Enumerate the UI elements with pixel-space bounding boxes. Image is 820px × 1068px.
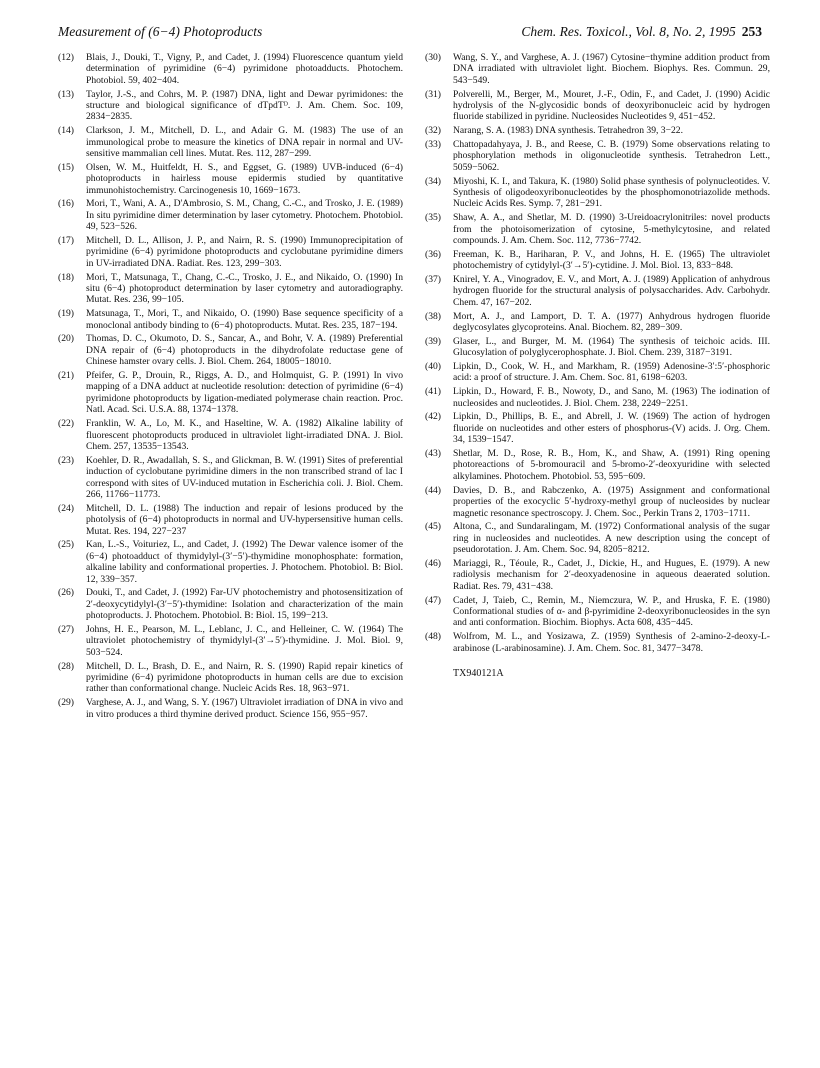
reference-text: Olsen, W. M., Huitfeldt, H. S., and Eggset, G. (1989) UVB-induced (6−4) photoproducts in hairless mouse epidermis studied by quantitative immunohistochemistry. Carcinogenesis 10, 1669−1673.: [86, 161, 403, 196]
reference-entry: [58, 125, 403, 159]
reference-entry: [58, 418, 403, 452]
reference-number: (24): [58, 502, 74, 514]
reference-number: (19): [58, 308, 74, 320]
reference-text: Lipkin, D., Cook, W. H., and Markham, R. (1959) Adenosine-3′:5′-phosphoric acid: a proof of structure. J. Am. Chem. Soc. 81, 6198−6203.: [453, 361, 770, 384]
reference-text: Wang, S. Y., and Varghese, A. J. (1967) Cytosine−thymine addition product from DNA irradiated with ultraviolet light. Biochem. Biophys. Res. Commun. 29, 543−549.: [453, 52, 770, 86]
reference-text: Lipkin, D., Phillips, B. E., and Abrell, J. W. (1969) The action of hydrogen fluoride on nucleotides and other esters of phosphorus-(V) acids. J. Org. Chem. 34, 1539−1547.: [453, 411, 770, 446]
reference-text: Mitchell, D. L. (1988) The induction and repair of lesions produced by the photolysis of (6−4) photoproducts in normal and UV-hypersensitive human cells. Mutat. Res. 194, 227−237: [86, 502, 403, 537]
reference-entry: [425, 212, 770, 246]
reference-text: Taylor, J.-S., and Cohrs, M. P. (1987) DNA, light and Dewar pyrimidones: the structure and biological significance of dTpdTᴰ. J. Am. Chem. Soc. 109, 2834−2835.: [86, 88, 403, 123]
reference-text: Mitchell, D. L., Allison, J. P., and Nairn, R. S. (1990) Immunoprecipitation of pyrimidine (6−4) pyrimidone photoproducts and cyclobutane pyrimidine dimers in UV-irradiated DNA. Radiat. Res. 123, 299−303.: [86, 235, 403, 269]
reference-text: Pfeifer, G. P., Drouin, R., Riggs, A. D., and Holmquist, G. P. (1991) In vivo mapping of a DNA adduct at nucleotide resolution: detection of pyrimidine (6−4) pyrimidone photoproducts by ligation-mediated polymerase chain reaction. Proc. Natl. Acad. Sci. U.S.A. 88, 1374−1378.: [86, 370, 403, 416]
reference-entry: [58, 89, 403, 123]
references-column-right: [425, 52, 770, 679]
reference-number: (16): [58, 198, 74, 210]
reference-entry: [58, 661, 403, 695]
reference-number: (15): [58, 161, 74, 173]
reference-number: (33): [425, 139, 441, 151]
reference-text: Shaw, A. A., and Shetlar, M. D. (1990) 3-Ureidoacrylonitriles: novel products from the photoisomerization of cytosine, 5-methylcytosine, and related compounds. J. Am. Chem. Soc. 112, 7736−7742.: [453, 212, 770, 247]
reference-entry: [425, 558, 770, 592]
reference-number: (46): [425, 557, 441, 569]
reference-number: (42): [425, 411, 441, 423]
reference-number: (18): [58, 271, 74, 283]
reference-text: Freeman, K. B., Hariharan, P. V., and Johns, H. E. (1965) The ultraviolet photochemistry of cytidylyl-(3′→5′)-cytidine. J. Mol. Biol. 13, 833−848.: [453, 248, 770, 272]
reference-number: (17): [58, 235, 74, 247]
reference-number: (45): [425, 521, 441, 533]
running-header: [58, 24, 762, 44]
reference-number: (12): [58, 52, 74, 63]
reference-number: (20): [58, 333, 74, 345]
reference-text: Mitchell, D. L., Brash, D. E., and Nairn, R. S. (1990) Rapid repair kinetics of pyrimidine (6−4) pyrimidone photoproducts in human cells are due to excision rather than conformational change. Nucleic Acids Res. 18, 963−971.: [86, 660, 403, 695]
reference-entry: [425, 485, 770, 519]
journal-citation: Chem. Res. Toxicol., Vol. 8, No. 2, 1995: [521, 24, 736, 39]
reference-entry: [425, 631, 770, 654]
reference-number: (38): [425, 310, 441, 322]
reference-number: (13): [58, 88, 74, 100]
reference-entry: [58, 697, 403, 720]
reference-number: (23): [58, 454, 74, 466]
page-number: 253: [741, 24, 762, 39]
reference-text: Glaser, L., and Burger, M. M. (1964) The synthesis of teichoic acids. III. Glucosylation of polyglycerophosphate. J. Biol. Chem. 239, 3187−3191.: [453, 335, 770, 359]
article-title-header: Measurement of (6−4) Photoproducts: [58, 24, 263, 39]
reference-number: (14): [58, 125, 74, 137]
reference-text: Polverelli, M., Berger, M., Mouret, J.-F., Odin, F., and Cadet, J. (1990) Acidic hydrolysis of the N-glycosidic bonds of deoxyribonucleic acid by hydrogen fluoride stabilized in pyridine. Nucleosides Nucleotides 9, 451−452.: [453, 88, 770, 123]
reference-entry: [425, 448, 770, 482]
reference-entry: [58, 198, 403, 232]
reference-text: Thomas, D. C., Okumoto, D. S., Sancar, A., and Bohr, V. A. (1989) Preferential DNA repair of (6−4) photoproducts in the dihydrofolate reductase gene of Chinese hamster ovary cells. J. Biol. Chem. 264, 18005−18010.: [86, 333, 403, 368]
reference-number: (31): [425, 88, 441, 100]
reference-text: Koehler, D. R., Awadallah, S. S., and Glickman, B. W. (1991) Sites of preferential induction of cyclobutane pyrimidine dimers in the non transcribed strand of lac I correspond with sites of UV-induced mutation in Escherichia coli. J. Biol. Chem. 266, 11766−11773.: [86, 454, 403, 500]
reference-number: (43): [425, 448, 441, 460]
reference-text: Franklin, W. A., Lo, M. K., and Haseltine, W. A. (1982) Alkaline lability of fluorescent photoproducts produced in ultraviolet light-irradiated DNA. J. Biol. Chem. 257, 13535−13543.: [86, 418, 403, 452]
reference-entry: [425, 386, 770, 409]
reference-text: Mori, T., Matsunaga, T., Chang, C.-C., Trosko, J. E., and Nikaido, O. (1990) In situ (6−4) photoproduct determination by laser cytometry and autoradiography. Mutat. Res. 236, 99−105.: [86, 271, 403, 306]
reference-entry: [425, 361, 770, 384]
reference-entry: [425, 249, 770, 272]
reference-number: (29): [58, 697, 74, 709]
reference-entry: [425, 274, 770, 308]
reference-entry: [425, 125, 770, 136]
reference-text: Mariaggi, R., Téoule, R., Cadet, J., Dickie, H., and Hugues, E. (1979). A new radiolysis mechanism for 2′-deoxyadenosine in aqueous deaerated solution. Radiat. Res. 79, 431−438.: [453, 557, 770, 592]
reference-entry: [58, 272, 403, 306]
reference-entry: [425, 336, 770, 359]
reference-text: Miyoshi, K. I., and Takura, K. (1980) Solid phase synthesis of polynucleotides. V. Synthesis of oligodeoxyribonucleotides by the phosphomonotriazolide methods. Nucleic Acids Res. Symp. 7, 281−291.: [453, 175, 770, 210]
reference-entry: [58, 624, 403, 658]
reference-entry: [58, 503, 403, 537]
journal-citation-header: [521, 24, 762, 40]
reference-text: Chattopadahyaya, J. B., and Reese, C. B. (1979) Some observations relating to phosphorylation methods in oligonucleotide synthesis. Tetrahedron Lett., 5059−5062.: [453, 139, 770, 173]
reference-number: (28): [58, 660, 74, 672]
reference-entry: [58, 455, 403, 501]
reference-text: Davies, D. B., and Rabczenko, A. (1975) Assignment and conformational properties of the exocyclic 5′-hydroxy-methyl group of nucleosides by nuclear magnetic resonance spectroscopy. J. Chem. Soc., Perkin Trans 2, 1703−1711.: [453, 484, 770, 519]
reference-number: (40): [425, 361, 441, 373]
reference-text: Douki, T., and Cadet, J. (1992) Far-UV photochemistry and photosensitization of 2′-deoxycytidylyl-(3′−5′)-thymidine: Isolation and characterization of the main photoproducts. J. Photochem. Photobiol. B: Biol. 15, 199−213.: [86, 587, 403, 622]
reference-entry: [425, 89, 770, 123]
reference-entry: [58, 235, 403, 269]
reference-text: Altona, C., and Sundaralingam, M. (1972) Conformational analysis of the sugar ring in nucleosides and nucleotides. A new description using the concept of pseudorotation. J. Am. Chem. Soc. 94, 8205−8212.: [453, 521, 770, 556]
reference-text: Clarkson, J. M., Mitchell, D. L., and Adair G. M. (1983) The use of an immunological probe to measure the kinetics of DNA repair in normal and UV-sensitive mammalian cell lines. Mutat. Res. 112, 287−299.: [86, 125, 403, 160]
reference-text: Blais, J., Douki, T., Vigny, P., and Cadet, J. (1994) Fluorescence quantum yield determination of pyrimidine (6−4) pyrimidone photoadducts. Photochem. Photobiol. 59, 402−404.: [86, 52, 403, 86]
reference-text: Knirel, Y. A., Vinogradov, E. V., and Mort, A. J. (1989) Application of anhydrous hydrogen fluoride for the structural analysis of polysaccharides. Adv. Carbohydr. Chem. 47, 167−202.: [453, 274, 770, 308]
reference-entry: [58, 162, 403, 196]
reference-number: (27): [58, 623, 74, 635]
reference-number: (35): [425, 212, 441, 224]
reference-entry: [425, 411, 770, 445]
reference-text: Mort, A. J., and Lamport, D. T. A. (1977) Anhydrous hydrogen fluoride deglycosylates glycoproteins. Anal. Biochem. 82, 289−309.: [453, 310, 770, 334]
reference-entry: [425, 176, 770, 210]
reference-entry: [58, 308, 403, 331]
reference-text: Kan, L.-S., Voituriez, L., and Cadet, J. (1992) The Dewar valence isomer of the (6−4) photoadduct of thymidylyl-(3′−5′)-thymidine monophosphate: formation, alkaline lability and conformational properties. J. Photochem. Photobiol. B: Biol. 12, 339−357.: [86, 539, 403, 585]
reference-entry: [58, 587, 403, 621]
reference-entry: [58, 539, 403, 585]
reference-text: Wolfrom, M. L., and Yosizawa, Z. (1959) Synthesis of 2-amino-2-deoxy-L-arabinose (L-arabinosamine). J. Am. Chem. Soc. 81, 3477−3478.: [453, 631, 770, 654]
reference-entry: [58, 333, 403, 367]
reference-number: (44): [425, 484, 441, 496]
reference-number: (39): [425, 335, 441, 347]
reference-text: Mori, T., Wani, A. A., D'Ambrosio, S. M., Chang, C.-C., and Trosko, J. E. (1989) In situ pyrimidine dimer determination by laser cytometry. Photochem. Photobiol. 49, 523−526.: [86, 198, 403, 233]
reference-text: Cadet, J, Taieb, C., Remin, M., Niemczura, W. P., and Hruska, F. E. (1980) Conformational studies of α- and β-pyrimidine 2-deoxyribonucleosides in the syn and anti conformation. Biochim. Biophys. Acta 608, 435−445.: [453, 594, 770, 629]
reference-number: (34): [425, 175, 441, 187]
reference-entry: [425, 52, 770, 86]
reference-text: Johns, H. E., Pearson, M. L., Leblanc, J. C., and Helleiner, C. W. (1964) The ultraviolet photochemistry of thymidylyl-(3′→5′)-thymidine. J. Mol. Biol. 9, 503−524.: [86, 623, 403, 658]
reference-text: Narang, S. A. (1983) DNA synthesis. Tetrahedron 39, 3−22.: [453, 125, 683, 137]
reference-entry: [425, 521, 770, 555]
reference-number: (47): [425, 594, 441, 606]
reference-number: (30): [425, 52, 441, 63]
references-column-left: [58, 52, 403, 722]
reference-number: (32): [425, 125, 441, 137]
reference-entry: [425, 139, 770, 173]
manuscript-id: TX940121A: [453, 667, 504, 679]
reference-number: (48): [425, 631, 441, 643]
reference-number: (26): [58, 587, 74, 599]
reference-number: (25): [58, 539, 74, 551]
reference-number: (22): [58, 418, 74, 430]
reference-text: Shetlar, M. D., Rose, R. B., Hom, K., and Shaw, A. (1991) Ring opening photoreactions of 5-bromouracil and 5-bromo-2′-deoxyuridine with selected alkylamines. Photochem. Photobiol. 53, 595−609.: [453, 448, 770, 482]
reference-number: (21): [58, 370, 74, 382]
reference-number: (37): [425, 274, 441, 286]
reference-entry: [425, 311, 770, 334]
reference-text: Matsunaga, T., Mori, T., and Nikaido, O. (1990) Base sequence specificity of a monoclonal antibody binding to (6−4) photoproducts. Mutat. Res. 235, 187−194.: [86, 308, 403, 331]
reference-entry: [58, 370, 403, 416]
reference-entry: [425, 595, 770, 629]
reference-number: (41): [425, 386, 441, 398]
reference-number: (36): [425, 248, 441, 260]
reference-text: Varghese, A. J., and Wang, S. Y. (1967) Ultraviolet irradiation of DNA in vivo and in vitro produces a third thymine derived product. Science 156, 955−957.: [86, 697, 403, 720]
reference-text: Lipkin, D., Howard, F. B., Nowoty, D., and Sano, M. (1963) The iodination of nucleosides and nucleotides. J. Biol. Chem. 238, 2249−2251.: [453, 386, 770, 409]
reference-entry: [58, 52, 403, 86]
